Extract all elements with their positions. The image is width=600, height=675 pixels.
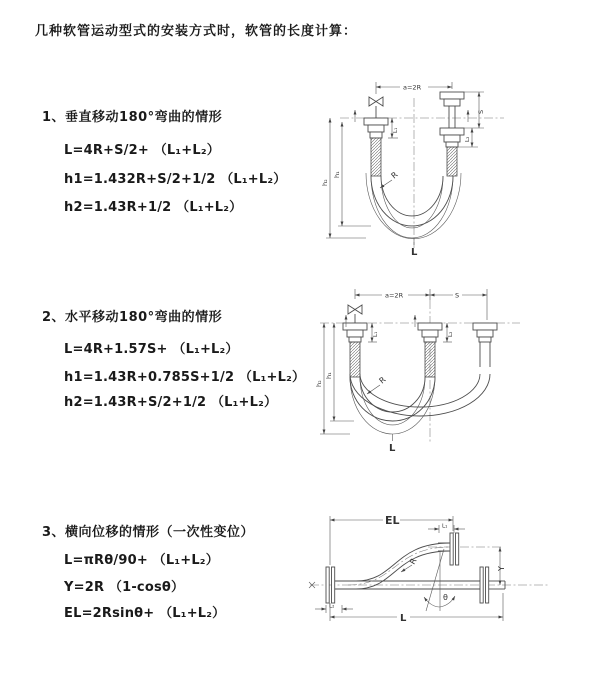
length-label: L <box>400 613 407 624</box>
section-2-formula-h1: h1=1.43R+0.785S+1/2 （L₁+L₂） <box>64 370 306 385</box>
hose-u-bend <box>366 173 461 239</box>
upper-flange <box>438 533 459 565</box>
section-2-formula-h2: h2=1.43R+S/2+1/2 （L₁+L₂） <box>64 395 278 410</box>
dim-a2r-label: a=2R <box>385 291 404 300</box>
section-2-formula-l: L=4R+1.57S+ （L₁+L₂） <box>64 342 239 357</box>
section-1-formula-h2: h2=1.43R+1/2 （L₁+L₂） <box>64 200 243 215</box>
dim-l2-label: L₂ <box>465 136 471 142</box>
section-1-formula-l: L=4R+S/2+ （L₁+L₂） <box>64 143 220 158</box>
dim-h1-label: h₁ <box>333 171 341 178</box>
length-label: L <box>411 247 418 256</box>
braided-hose-right <box>447 147 457 176</box>
valve-icon <box>369 97 383 106</box>
page-title: 几种软管运动型式的安装方式时，软管的长度计算： <box>35 24 358 39</box>
braided-hose-left <box>371 138 381 176</box>
section-3-formula-y: Y=2R （1-cosθ） <box>64 580 185 595</box>
braided-hose-left <box>350 342 360 377</box>
radius-label: R <box>377 375 388 386</box>
dim-s-label: S <box>477 109 485 114</box>
dim-y-label: Y <box>497 566 506 571</box>
radius-label: R <box>389 170 400 181</box>
middle-fitting <box>418 323 442 377</box>
diagram-vertical-180-bend <box>312 76 527 256</box>
dim-el-label: EL <box>385 514 400 527</box>
section-2-heading: 2、水平移动180°弯曲的情形 <box>42 310 223 325</box>
left-fitting <box>364 118 388 176</box>
dim-h1-label: h₁ <box>325 372 333 379</box>
dim-a2r-label: a=2R <box>403 83 422 92</box>
dim-l2-label: L₂ <box>329 603 335 610</box>
dim-h2-label: h₂ <box>321 179 329 186</box>
section-3-heading: 3、横向位移的情形（一次性变位） <box>42 525 255 540</box>
dim-l1-label: L₁ <box>393 127 399 133</box>
right-fitting <box>440 92 464 176</box>
braided-hose-middle <box>425 342 435 377</box>
dim-l1-label: L₁ <box>373 331 379 337</box>
section-1-heading: 1、垂直移动180°弯曲的情形 <box>42 110 223 125</box>
dim-l1-label: L₁ <box>442 523 448 530</box>
dim-s-label: S <box>455 291 460 300</box>
valve-icon <box>348 305 362 314</box>
radius-label: R <box>407 556 419 566</box>
angle-theta-label: θ <box>443 593 448 602</box>
dim-h2-label: h₂ <box>315 380 323 387</box>
diagram-horizontal-180-bend <box>310 282 530 457</box>
section-3-formula-el: EL=2Rsinθ+ （L₁+L₂） <box>64 606 226 621</box>
left-fitting <box>343 323 367 377</box>
section-1-formula-h1: h1=1.432R+S/2+1/2 （L₁+L₂） <box>64 172 287 187</box>
right-fitting <box>473 323 497 367</box>
dim-l2-label: L₂ <box>448 331 454 337</box>
section-3-formula-l: L=πRθ/90+ （L₁+L₂） <box>64 553 219 568</box>
diagram-lateral-displacement <box>298 505 563 643</box>
hose-u-bend-deep <box>350 377 435 434</box>
length-label: L <box>389 443 396 454</box>
